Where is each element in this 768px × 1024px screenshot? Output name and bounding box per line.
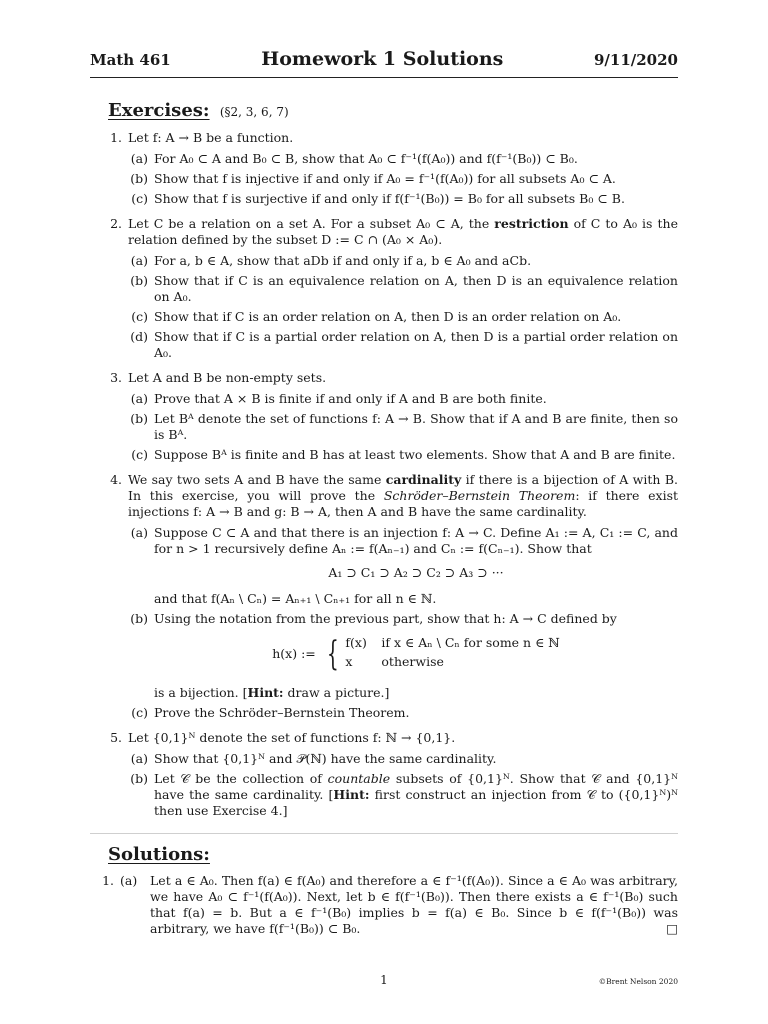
piecewise-definition: h(x) := { f(x) if x ∈ Aₙ \ Cₙ for some n ∈ ℕ x otherwise	[272, 634, 560, 674]
course-label: Math 461	[90, 51, 171, 69]
copyright-notice: ©Brent Nelson 2020	[598, 977, 678, 986]
page-number: 1	[380, 973, 388, 987]
exercise-number: 5.	[110, 730, 122, 745]
exercise-2	[90, 216, 678, 361]
solutions-heading: Solutions:	[108, 844, 210, 865]
exercise-5b: (b) Let 𝒞 be the collection of countable subsets of {0,1}ᴺ. Show that 𝒞 and {0,1}ᴺ have the same cardinality. [Hint: first construct an injection from 𝒞 to ({0,1}ᴺ)ᴺ then use Exercise 4.]	[130, 771, 678, 818]
document-title: Homework 1 Solutions	[261, 48, 504, 70]
exercise-3	[90, 370, 678, 463]
exercise-text: We say two sets A and B have the same cardinality if there is a bijection of A with B. In this exercise, you will prove the Schröder–Bernstein Theorem: if there exist injections f: A → B and g: B → A, then A and B have the same cardinality.	[128, 472, 679, 519]
exercise-2b: (b) Show that if C is an equivalence relation on A, then D is an equivalence relation on A₀.	[130, 273, 678, 304]
date-label: 9/11/2020	[593, 51, 678, 69]
exercise-number: 3.	[110, 370, 122, 385]
chain-display: A₁ ⊃ C₁ ⊃ A₂ ⊃ C₂ ⊃ A₃ ⊃ ···	[328, 565, 504, 580]
page-footer	[90, 973, 678, 989]
exercises-heading	[108, 100, 678, 121]
exercise-text: Let f: A → B be a function.	[128, 130, 294, 145]
exercise-3a: (a) Prove that A × B is finite if and only if A and B are both finite.	[130, 391, 547, 406]
exercise-2c: (c) Show that if C is an order relation on A, then D is an order relation on A₀.	[131, 309, 622, 324]
exercise-1	[90, 130, 678, 207]
exercise-number: 2.	[110, 216, 122, 231]
exercises-heading-text: Exercises:	[108, 100, 210, 121]
exercise-text: Let A and B be non-empty sets.	[128, 370, 327, 385]
document-body	[90, 100, 678, 937]
exercise-4a: (a) Suppose C ⊂ A and that there is an injection f: A → C. Define A₁ := A, C₁ := C, and for n > 1 recursively define Aₙ := f(Aₙ₋₁) and Cₙ := f(Cₙ₋₁). Show that A₁ ⊃ C₁ ⊃ A₂ ⊃ C₂ ⊃ A₃ ⊃ ··· and that f(Aₙ \ Cₙ) = Aₙ₊₁ \ Cₙ₊₁ for all n ∈ ℕ.	[130, 525, 678, 606]
exercise-1c: (c) Show that f is surjective if and only if f(f⁻¹(B₀)) = B₀ for all subsets B₀ ⊂ B.	[131, 191, 625, 206]
exercise-2d: (d) Show that if C is a partial order relation on A, then D is a partial order relation on A₀.	[130, 329, 678, 360]
page-header	[90, 48, 678, 74]
section-divider	[90, 833, 678, 834]
bold-term: restriction	[494, 216, 569, 231]
solution-1a: 1. (a) Let a ∈ A₀. Then f(a) ∈ f(A₀) and therefore a ∈ f⁻¹(f(A₀)). Since a ∈ A₀ was arbitrary, we have A₀ ⊂ f⁻¹(f(A₀)). Next, let b ∈ f(f⁻¹(B₀)). Then there exists a ∈ f⁻¹(B₀) such that f(a) = b. But a ∈ f⁻¹(B₀) implies b = f(a) ∈ B₀. Since b ∈ f(f⁻¹(B₀)) was arbitrary, we have f(f⁻¹(B₀)) ⊂ B₀. □	[102, 873, 678, 936]
exercise-number: 4.	[110, 472, 122, 487]
exercise-3b: (b) Let Bᴬ denote the set of functions f: A → B. Show that if A and B are finite, then so is Bᴬ.	[130, 411, 678, 442]
exercises-note: (§2, 3, 6, 7)	[219, 105, 289, 119]
exercise-text: Let C be a relation on a set A. For a subset A₀ ⊂ A, the restriction of C to A₀ is the relation defined by the subset D := C ∩ (A₀ × A₀).	[128, 216, 678, 247]
exercise-number: 1.	[110, 130, 122, 145]
exercise-text: Let {0,1}ᴺ denote the set of functions f: ℕ → {0,1}.	[128, 730, 456, 745]
exercise-5a: (a) Show that {0,1}ᴺ and 𝒫(ℕ) have the same cardinality.	[130, 751, 497, 766]
exercise-4	[90, 472, 678, 721]
exercise-1b: (b) Show that f is injective if and only if A₀ = f⁻¹(f(A₀)) for all subsets A₀ ⊂ A.	[130, 171, 616, 186]
qed-square: □	[666, 921, 678, 936]
exercise-4c: (c) Prove the Schröder–Bernstein Theorem.	[131, 705, 410, 720]
exercise-3c: (c) Suppose Bᴬ is finite and B has at least two elements. Show that A and B are finite.	[131, 447, 676, 462]
exercise-5	[90, 730, 678, 819]
exercise-4b: (b) Using the notation from the previous part, show that h: A → C defined by h(x) := { f(x) if x ∈ Aₙ \ Cₙ for some n ∈ ℕ x otherwise is a bijection. [Hint: draw a picture.]	[122, 611, 678, 701]
header-rule	[90, 77, 678, 78]
bold-term: cardinality	[385, 472, 462, 487]
exercise-1a: (a) For A₀ ⊂ A and B₀ ⊂ B, show that A₀ ⊂ f⁻¹(f(A₀)) and f(f⁻¹(B₀)) ⊂ B₀.	[130, 151, 578, 166]
exercise-2a: (a) For a, b ∈ A, show that aDb if and only if a, b ∈ A₀ and aCb.	[130, 253, 532, 268]
italic-term: Schröder–Bernstein Theorem	[383, 488, 576, 503]
